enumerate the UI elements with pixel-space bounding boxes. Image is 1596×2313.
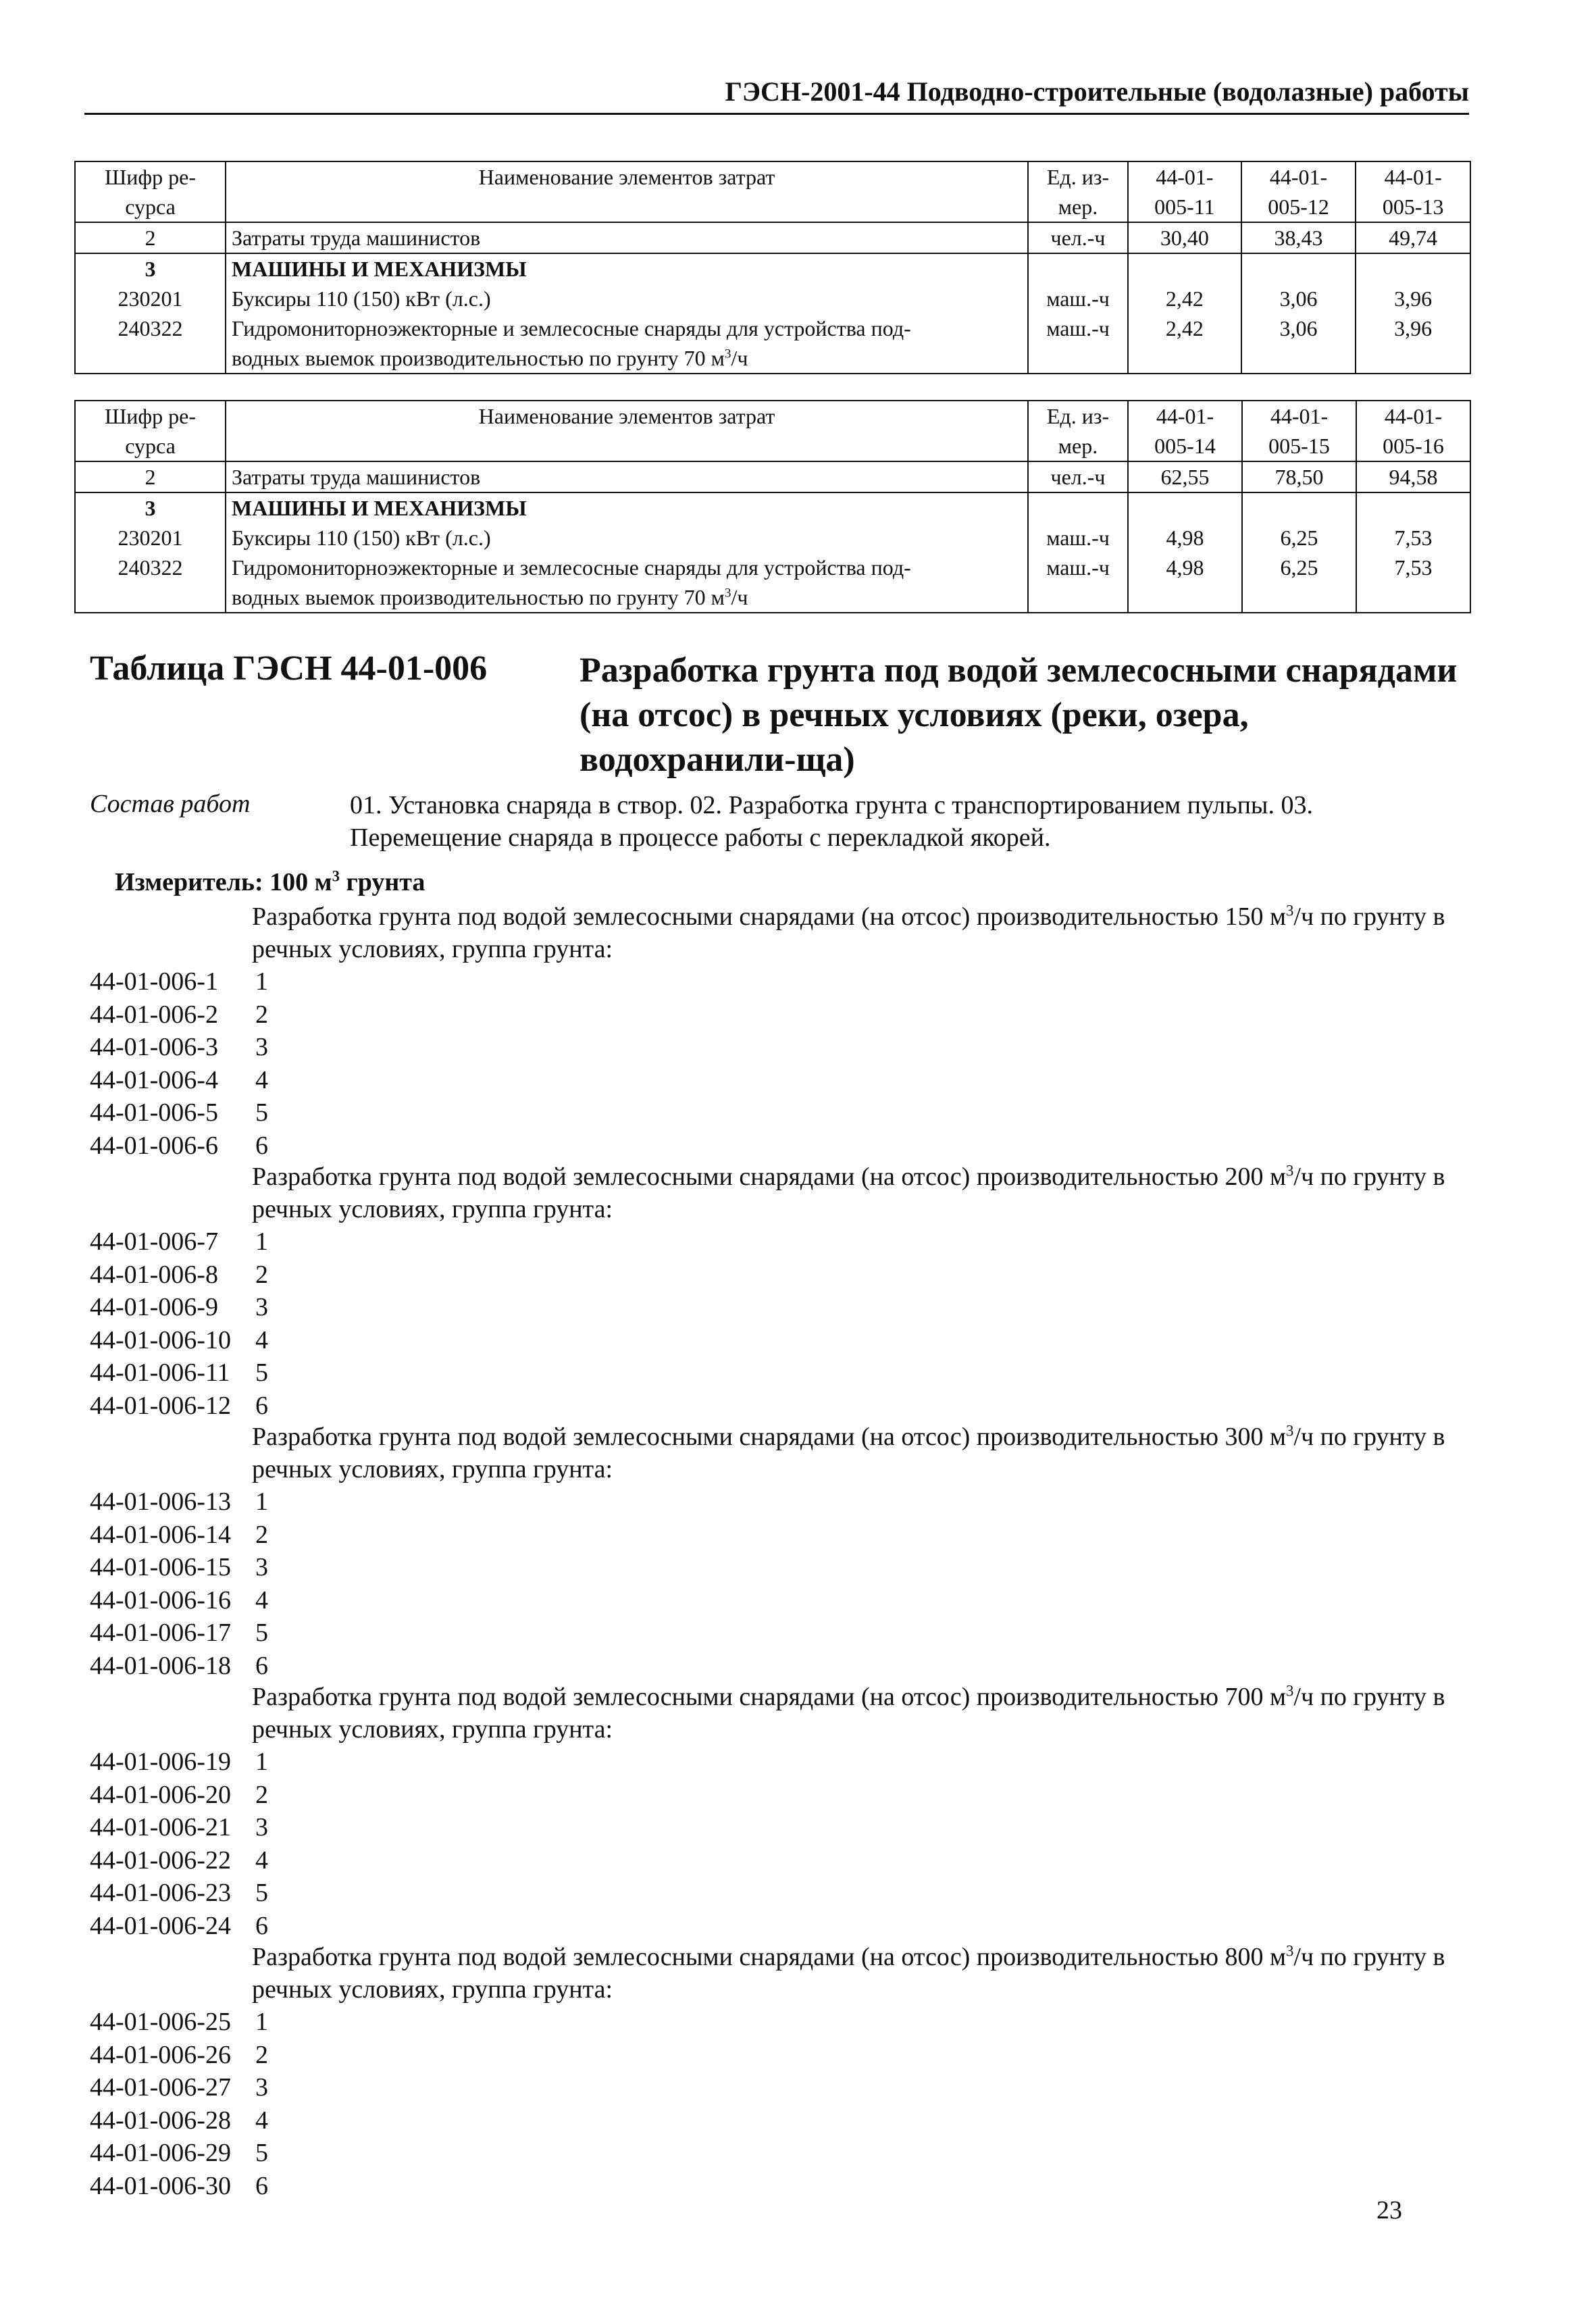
cell-value: 49,74	[1356, 222, 1470, 253]
table-row-machines-header	[75, 253, 1470, 373]
table-title: Разработка грунта под водой землесосными снарядами (на отсос) в речных условиях (реки, озера, водохранили-ща)	[580, 651, 1458, 779]
list-item: 44-01-006-18 6	[90, 1651, 268, 1680]
header-col-2: 44-01- 005-12	[1241, 161, 1356, 222]
list-item: 44-01-006-12 6	[90, 1391, 268, 1420]
table-row-machines-header	[75, 492, 1470, 612]
page-number: 23	[1376, 2196, 1402, 2225]
cell-name: Затраты труда машинистов	[226, 461, 1028, 492]
header-unit: Ед. из- мер.	[1028, 161, 1128, 222]
cell-name: МАШИНЫ И МЕХАНИЗМЫ Буксиры 110 (150) кВт (л.с.) Гидромониторноэжекторные и землесосные снаряды для устройства под- водных выемок производительностью по грунту 70 $м^3/ч$	[226, 492, 1028, 612]
cell-name: МАШИНЫ И МЕХАНИЗМЫ Буксиры 110 (150) кВт (л.с.) Гидромониторноэжекторные и землесосные снаряды для устройства под- водных выемок производительностью по грунту 70 $м^3/ч$	[226, 253, 1028, 373]
list-item: 44-01-006-1 1	[90, 967, 268, 996]
norm-group-150	[90, 900, 1474, 1162]
list-item: 44-01-006-20 2	[90, 1780, 268, 1809]
list-item: 44-01-006-26 2	[90, 2040, 268, 2069]
group-description: Разработка грунта под водой землесосными снарядами (на отсос) производительностью 700 $м^3/ч$ по грунту в речных условиях, группа грунта:	[252, 1682, 1445, 1744]
table-header-row	[75, 161, 1470, 222]
header-code: Шифр ре- сурса	[75, 401, 226, 461]
cell-value: 3,06 3,06	[1241, 253, 1356, 373]
work-composition-text: 01. Установка снаряда в створ. 02. Разработка грунта с транспортированием пульпы. 03. Перемещение снаряда в процессе работы с перекладкой якорей.	[350, 791, 1313, 852]
cell-value: 38,43	[1241, 222, 1356, 253]
norm-group-700	[90, 1681, 1474, 1942]
cell-code: 3 230201 240322	[75, 253, 226, 373]
cell-value: 3,96 3,96	[1356, 253, 1470, 373]
resource-table-1	[74, 161, 1471, 374]
header-col-3: 44-01- 005-13	[1356, 161, 1470, 222]
cell-code: 2	[75, 222, 226, 253]
meter-label: Измеритель: 100 $м^3$ грунта	[115, 867, 426, 896]
header-col-1: 44-01- 005-11	[1128, 161, 1241, 222]
header-col-3: 44-01- 005-16	[1356, 401, 1470, 461]
cell-code: 3 230201 240322	[75, 492, 226, 612]
cell-value: 2,42 2,42	[1128, 253, 1241, 373]
header-name: Наименование элементов затрат	[226, 161, 1028, 222]
list-item: 44-01-006-14 2	[90, 1520, 268, 1549]
list-item: 44-01-006-10 4	[90, 1325, 268, 1354]
header-code: Шифр ре- сурса	[75, 161, 226, 222]
cell-code: 2	[75, 461, 226, 492]
norm-group-300	[90, 1421, 1474, 1682]
cell-value: 62,55	[1128, 461, 1242, 492]
table-header-row	[75, 401, 1470, 461]
list-item: 44-01-006-9 3	[90, 1293, 268, 1321]
list-item: 44-01-006-25 1	[90, 2008, 268, 2036]
list-item: 44-01-006-3 3	[90, 1033, 268, 1061]
table-row-labor	[75, 461, 1470, 492]
cell-value: 6,25 6,25	[1242, 492, 1356, 612]
cell-unit: чел.-ч	[1028, 461, 1128, 492]
cell-value: 94,58	[1356, 461, 1470, 492]
list-item: 44-01-006-6 6	[90, 1131, 268, 1160]
list-item: 44-01-006-28 4	[90, 2106, 268, 2135]
list-item: 44-01-006-4 4	[90, 1065, 268, 1094]
list-item: 44-01-006-29 5	[90, 2139, 268, 2167]
list-item: 44-01-006-2 2	[90, 1000, 268, 1029]
list-item: 44-01-006-17 5	[90, 1619, 268, 1647]
cell-value: 7,53 7,53	[1356, 492, 1470, 612]
cell-value: 4,98 4,98	[1128, 492, 1242, 612]
header-col-1: 44-01- 005-14	[1128, 401, 1242, 461]
header-name: Наименование элементов затрат	[226, 401, 1028, 461]
norm-group-800	[90, 1941, 1474, 2202]
cell-name: Затраты труда машинистов	[226, 222, 1028, 253]
page-header: ГЭСН-2001-44 Подводно-строительные (водолазные) работы	[84, 76, 1469, 115]
cell-unit: чел.-ч	[1028, 222, 1128, 253]
resource-table-2	[74, 400, 1471, 613]
cell-unit: маш.-ч маш.-ч	[1028, 253, 1128, 373]
list-item: 44-01-006-8 2	[90, 1260, 268, 1289]
group-description: Разработка грунта под водой землесосными снарядами (на отсос) производительностью 300 $м^3/ч$ по грунту в речных условиях, группа грунта:	[252, 1422, 1445, 1483]
list-item: 44-01-006-11 5	[90, 1358, 268, 1387]
cell-value: 30,40	[1128, 222, 1241, 253]
list-item: 44-01-006-13 1	[90, 1488, 268, 1516]
list-item: 44-01-006-22 4	[90, 1846, 268, 1875]
cell-value: 78,50	[1242, 461, 1356, 492]
cell-unit: маш.-ч маш.-ч	[1028, 492, 1128, 612]
list-item: 44-01-006-19 1	[90, 1748, 268, 1776]
group-description: Разработка грунта под водой землесосными снарядами (на отсос) производительностью 200 $м^3/ч$ по грунту в речных условиях, группа грунта:	[252, 1162, 1445, 1223]
list-item: 44-01-006-21 3	[90, 1813, 268, 1841]
list-item: 44-01-006-23 5	[90, 1879, 268, 1907]
list-item: 44-01-006-15 3	[90, 1553, 268, 1581]
list-item: 44-01-006-24 6	[90, 1911, 268, 1940]
group-description: Разработка грунта под водой землесосными снарядами (на отсос) производительностью 150 $м^3/ч$ по грунту в речных условиях, группа грунта:	[252, 902, 1445, 963]
work-composition-label: Состав работ	[90, 790, 251, 818]
list-item: 44-01-006-30 6	[90, 2171, 268, 2200]
norm-group-200	[90, 1161, 1474, 1422]
list-item: 44-01-006-16 4	[90, 1585, 268, 1615]
list-item: 44-01-006-5 5	[90, 1098, 268, 1127]
header-unit: Ед. из- мер.	[1028, 401, 1128, 461]
table-row-labor	[75, 222, 1470, 253]
table-code: Таблица ГЭСН 44-01-006	[90, 649, 488, 688]
header-col-2: 44-01- 005-15	[1242, 401, 1356, 461]
list-item: 44-01-006-7 1	[90, 1227, 268, 1256]
list-item: 44-01-006-27 3	[90, 2073, 268, 2102]
group-description: Разработка грунта под водой землесосными снарядами (на отсос) производительностью 800 $м^3/ч$ по грунту в речных условиях, группа грунта:	[252, 1942, 1445, 2004]
